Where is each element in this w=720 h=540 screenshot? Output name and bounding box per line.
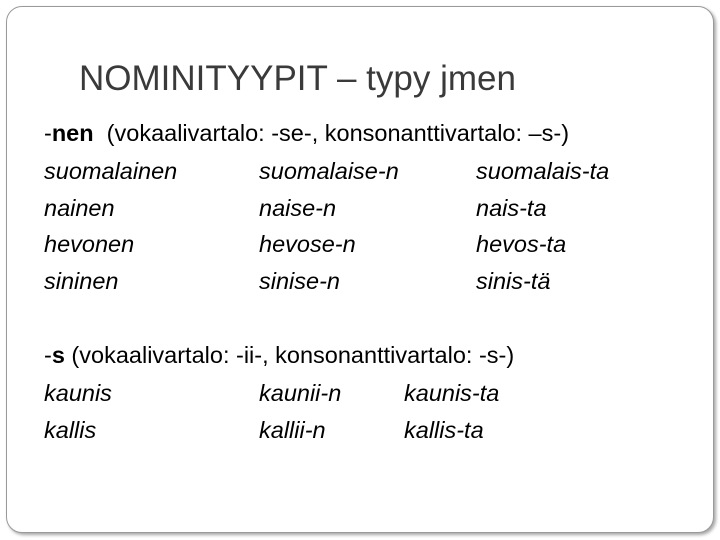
s-row2-partitive: kallis-ta [404, 417, 484, 443]
nen-row3-nominative: hevonen [44, 231, 135, 257]
nen-row4-partitive: sinis-tä [476, 268, 551, 294]
section-nen-description: (vokaalivartalo: -se-, konsonanttivartalo: –s-) [93, 120, 570, 146]
nen-row3-genitive: hevose-n [259, 231, 356, 257]
section-s-header [44, 340, 514, 370]
section-s-description: (vokaalivartalo: -ii-, konsonanttivartalo: -s-) [64, 342, 515, 368]
nen-row2-genitive: naise-n [259, 195, 337, 221]
nen-row1-partitive: suomalais-ta [476, 158, 610, 184]
s-row2-genitive: kallii-n [259, 417, 326, 443]
nen-row1-genitive: suomalaise-n [259, 158, 399, 184]
s-row2-nominative: kallis [44, 417, 97, 443]
nen-row4-nominative: sininen [44, 268, 119, 294]
s-row1-nominative: kaunis [44, 380, 112, 406]
section-nen-suffix: nen [51, 120, 94, 146]
section-s-prefix: - [44, 342, 52, 368]
section-nen-prefix: - [44, 120, 52, 146]
nen-row4-genitive: sinise-n [259, 268, 340, 294]
slide-title: NOMINITYYPIT – typy jmen [79, 59, 516, 98]
s-row1-partitive: kaunis-ta [404, 380, 500, 406]
nen-row1-nominative: suomalainen [44, 158, 178, 184]
nen-row2-nominative: nainen [44, 195, 115, 221]
section-s-suffix: s [51, 342, 65, 368]
s-row1-genitive: kaunii-n [259, 380, 342, 406]
nen-row2-partitive: nais-ta [476, 195, 547, 221]
nen-row3-partitive: hevos-ta [476, 231, 567, 257]
section-nen-header [44, 118, 569, 148]
